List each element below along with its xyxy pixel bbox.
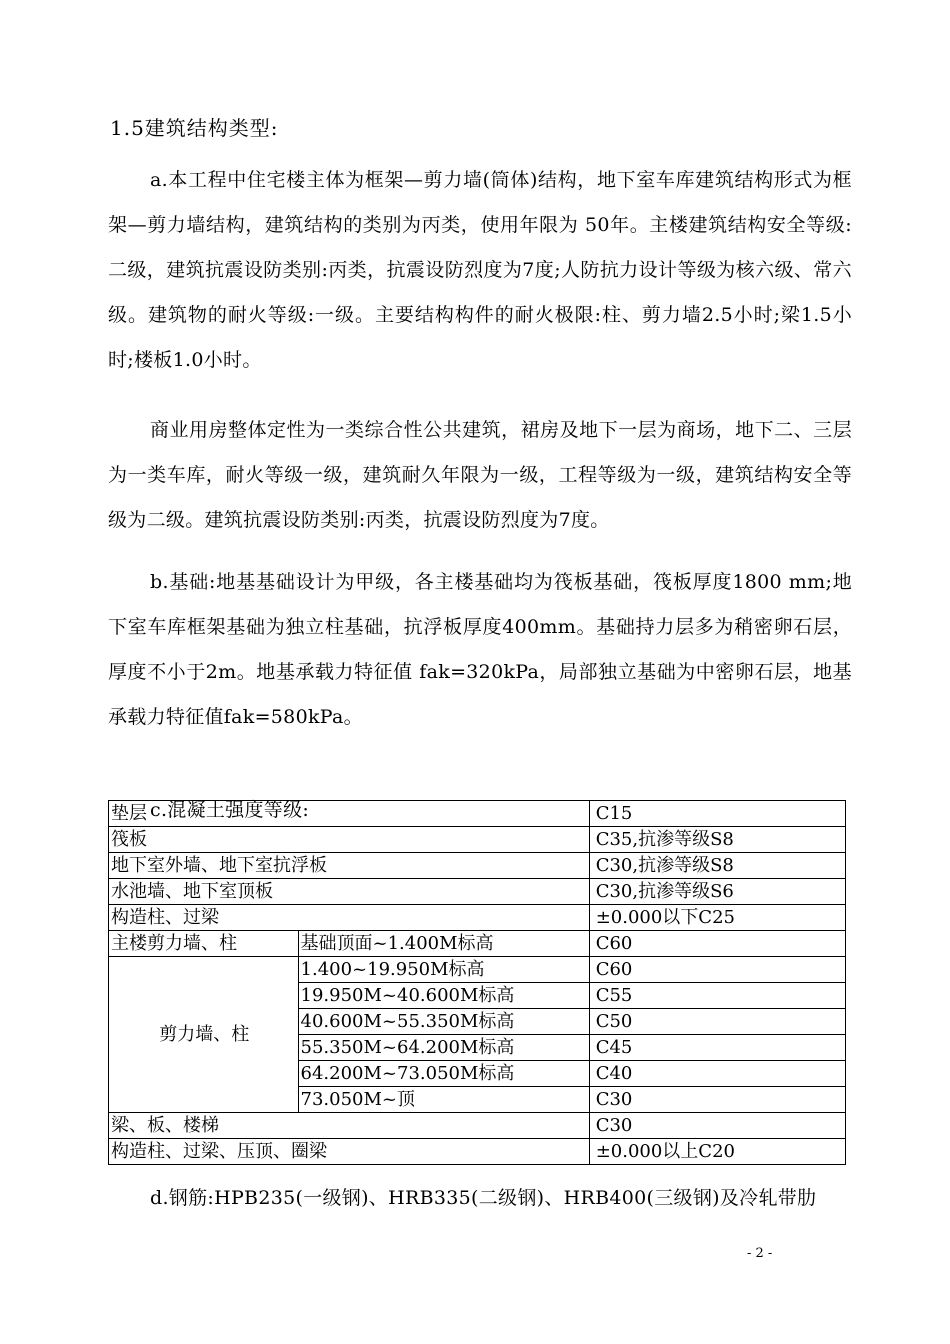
table-cell-grade: C35,抗渗等级S8 xyxy=(589,827,845,853)
table-cell-grade: C60 xyxy=(589,931,845,957)
table-cell-grade: C40 xyxy=(589,1061,845,1087)
table-cell-range: 1.400~19.950M标高 xyxy=(298,957,589,983)
table-cell-grade: C45 xyxy=(589,1035,845,1061)
table-row xyxy=(109,853,846,879)
table-cell-range: 40.600M~55.350M标高 xyxy=(298,1009,589,1035)
page-number: - 2 - xyxy=(747,1246,773,1261)
table-cell-grade: ±0.000以下C25 xyxy=(589,905,845,931)
table-row xyxy=(109,827,846,853)
table-cell-grade: C15 xyxy=(589,801,845,827)
paragraph-structure-type: a.本工程中住宅楼主体为框架—剪力墙(筒体)结构，地下室车库建筑结构形式为框架—剪力墙结构，建筑结构的类别为丙类，使用年限为 50年。主楼建筑结构安全等级:二级，建筑抗震设防类别:丙类，抗震设防烈度为7度;人防抗力设计等级为核六级、常六级。建筑物的耐火等级:一级。主要结构构件的耐火极限:柱、剪力墙2.5小时;梁1.5小时;楼板1.0小时。 xyxy=(108,169,852,371)
table-cell-range: 73.050M~顶 xyxy=(298,1087,589,1113)
table-cell-item: 剪力墙、柱 xyxy=(109,957,299,1113)
table-cell-item: 筏板 xyxy=(109,827,590,853)
table-row xyxy=(109,905,846,931)
table-row xyxy=(109,1139,846,1165)
table-cell-item: 构造柱、过梁 xyxy=(109,905,590,931)
section-heading: 1.5建筑结构类型: xyxy=(110,116,279,140)
table-row xyxy=(109,801,846,827)
table-row xyxy=(109,879,846,905)
table-cell-grade: C30 xyxy=(589,1087,845,1113)
table-row xyxy=(109,931,846,957)
table-row xyxy=(109,1113,846,1139)
paragraph-rebar: d.钢筋:HPB235(一级钢)、HRB335(二级钢)、HRB400(三级钢)及冷轧带肋 xyxy=(150,1187,817,1209)
paragraph-foundation: b.基础:地基基础设计为甲级，各主楼基础均为筏板基础，筏板厚度1800 mm;地下室车库框架基础为独立柱基础，抗浮板厚度400mm。基础持力层多为稍密卵石层，厚度不小于2m。地基承载力特征值 fak=320kPa，局部独立基础为中密卵石层，地基承载力特征值fak=580kPa。 xyxy=(108,571,852,728)
table-cell-item: 梁、板、楼梯 xyxy=(109,1113,590,1139)
table-cell-grade: C60 xyxy=(589,957,845,983)
table-cell-grade: C50 xyxy=(589,1009,845,1035)
table-cell-grade: C55 xyxy=(589,983,845,1009)
table-cell-range: 55.350M~64.200M标高 xyxy=(298,1035,589,1061)
table-cell-item: 地下室外墙、地下室抗浮板 xyxy=(109,853,590,879)
table-row xyxy=(109,957,846,983)
concrete-grade-table xyxy=(108,800,846,1165)
table-cell-item: 主楼剪力墙、柱 xyxy=(109,931,299,957)
table-cell-range: 64.200M~73.050M标高 xyxy=(298,1061,589,1087)
table-cell-grade: C30,抗渗等级S6 xyxy=(589,879,845,905)
table-cell-item: 垫层 xyxy=(109,801,590,827)
table-cell-range: 19.950M~40.600M标高 xyxy=(298,983,589,1009)
table-cell-item: 水池墙、地下室顶板 xyxy=(109,879,590,905)
paragraph-concrete-heading: c.混凝土强度等级: xyxy=(150,799,310,821)
table-cell-item: 构造柱、过梁、压顶、圈梁 xyxy=(109,1139,590,1165)
table-cell-grade: C30 xyxy=(589,1113,845,1139)
paragraph-commercial: 商业用房整体定性为一类综合性公共建筑，裙房及地下一层为商场，地下二、三层为一类车库，耐火等级一级，建筑耐久年限为一级，工程等级为一级，建筑结构安全等级为二级。建筑抗震设防类别:丙类，抗震设防烈度为7度。 xyxy=(108,419,852,531)
table-cell-range: 基础顶面~1.400M标高 xyxy=(298,931,589,957)
table-cell-grade: C30,抗渗等级S8 xyxy=(589,853,845,879)
table-cell-grade: ±0.000以上C20 xyxy=(589,1139,845,1165)
